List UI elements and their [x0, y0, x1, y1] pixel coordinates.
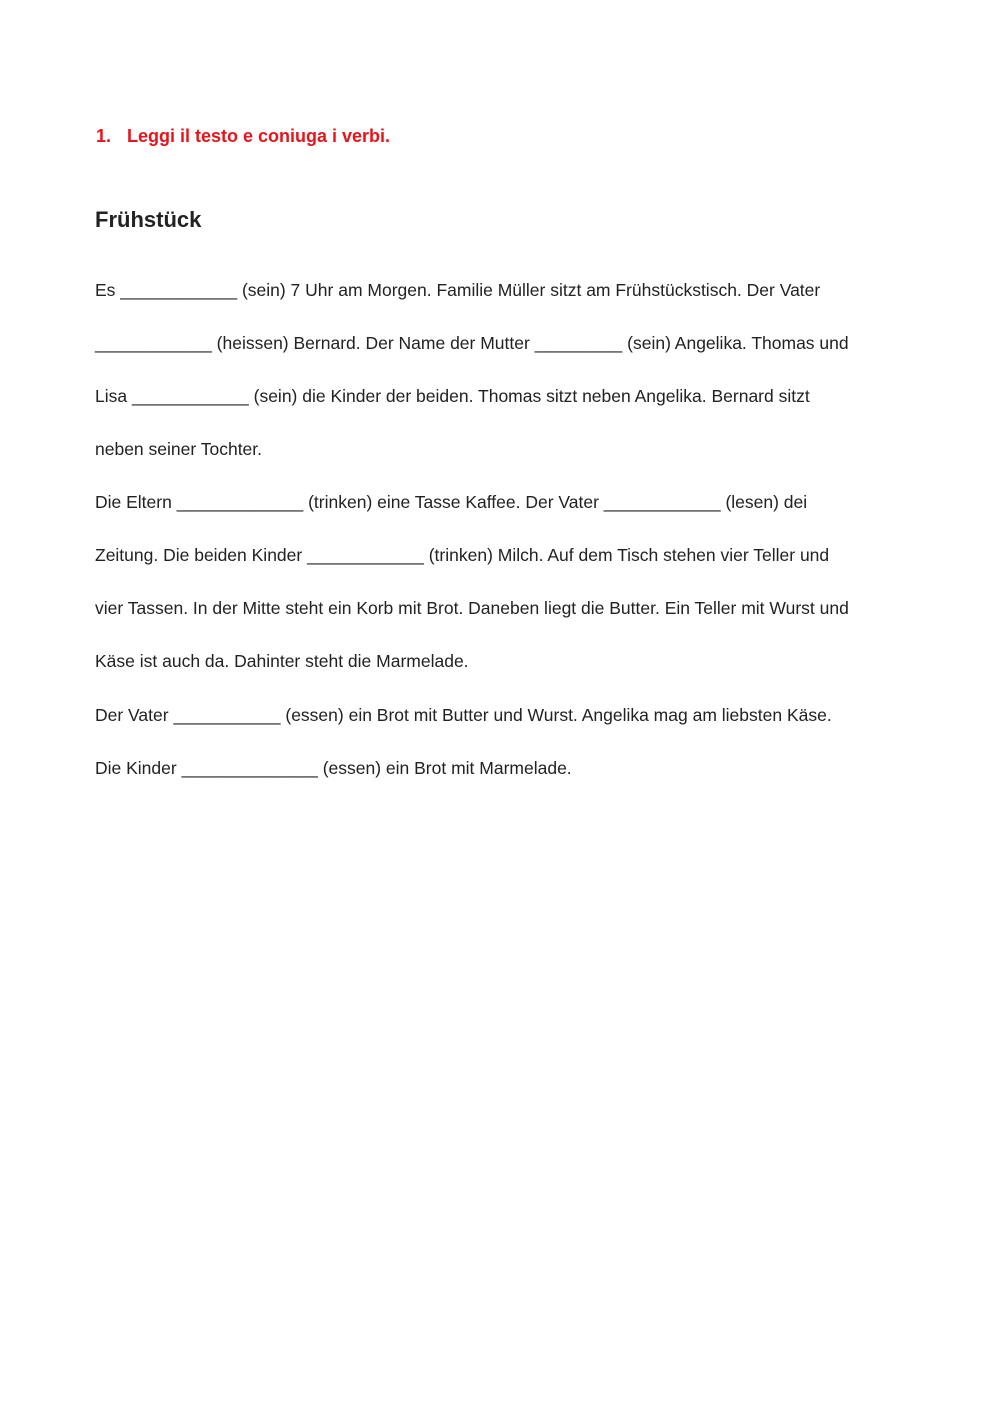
- text-line-8: Käse ist auch da. Dahinter steht die Marmelade.: [95, 651, 469, 671]
- text-line-4: neben seiner Tochter.: [95, 439, 263, 459]
- exercise-instruction: [96, 126, 390, 147]
- text-line-9: Der Vater ___________ (essen) ein Brot mit Butter und Wurst. Angelika mag am liebsten Käse.: [95, 705, 832, 725]
- text-line-10: Die Kinder ______________ (essen) ein Brot mit Marmelade.: [95, 758, 572, 778]
- exercise-instruction-text: Leggi il testo e coniuga i verbi.: [127, 126, 391, 146]
- text-line-6: Zeitung. Die beiden Kinder ____________ (trinken) Milch. Auf dem Tisch stehen vier Teller und: [95, 545, 830, 565]
- exercise-number: 1.: [96, 126, 112, 146]
- text-line-1: Es ____________ (sein) 7 Uhr am Morgen. Familie Müller sitzt am Frühstückstisch. Der Vater: [95, 280, 821, 300]
- text-line-7: vier Tassen. In der Mitte steht ein Korb mit Brot. Daneben liegt die Butter. Ein Teller mit Wurst und: [95, 598, 849, 618]
- text-line-3: Lisa ____________ (sein) die Kinder der beiden. Thomas sitzt neben Angelika. Bernard sitzt: [95, 386, 810, 406]
- text-title: Frühstück: [95, 207, 202, 232]
- text-line-5: Die Eltern _____________ (trinken) eine Tasse Kaffee. Der Vater ____________ (lesen) dei: [95, 492, 808, 512]
- text-line-2: ____________ (heissen) Bernard. Der Name der Mutter _________ (sein) Angelika. Thomas und: [95, 333, 849, 353]
